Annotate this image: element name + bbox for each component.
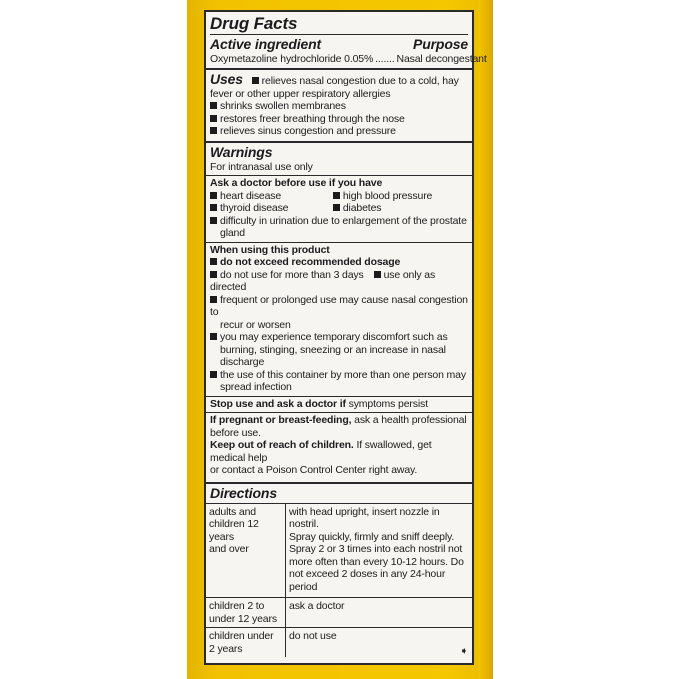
dot-leader: ....... [375,53,395,65]
uses-section [206,70,472,143]
what-text: ask a doctor [289,600,345,612]
who-text: 2 years [209,642,243,655]
when-using-heading: When using this product [210,243,330,256]
when-using-text: do not exceed recommended dosage [220,256,401,268]
when-using-text: do not use for more than 3 days [220,268,364,281]
active-ingredient-heading: Active ingredient [210,36,322,52]
pregnant-line [210,414,468,427]
when-using-text-cont: spread infection [220,381,292,393]
when-using-item [210,369,468,382]
directions-heading: Directions [210,484,277,501]
directions-who [206,628,286,658]
condition-item [333,190,468,203]
warnings-section [206,143,472,484]
bullet-icon [210,204,217,211]
ask-doctor-heading: Ask a doctor before use if you have [210,177,383,189]
who-text: children under [209,630,274,642]
directions-what [286,628,473,658]
condition-text: high blood pressure [342,189,433,202]
table-row [206,628,472,658]
uses-heading: Uses [210,70,243,87]
bullet-icon [333,192,340,199]
condition-text-cont: gland [220,227,245,239]
bullet-icon [210,217,217,224]
condition-text: difficulty in urination due to enlargement of the prostate [220,214,467,227]
condition-text: diabetes [342,202,382,214]
bullet-icon [210,271,217,278]
directions-who [206,598,286,628]
bullet-icon [252,77,259,84]
directions-section [206,484,472,658]
when-using-item [210,331,468,344]
stop-use-line [210,398,468,411]
warnings-heading: Warnings [210,143,273,160]
ingredient-purpose: Nasal decongestant [396,53,487,65]
uses-item-row [210,113,468,126]
continue-arrow-icon: ➧ [459,645,468,657]
divider [206,412,472,413]
who-text: children 12 years [209,518,259,543]
when-using-text: the use of this container by more than one person may [220,368,466,381]
who-text: adults and [209,505,256,518]
table-row [206,598,472,628]
keep-out-bold: Keep out of reach of children. [210,439,354,451]
when-using-text-cont: burning, stinging, sneezing or an increase in nasal [220,343,446,356]
when-using-text-cont: recur or worsen [220,318,291,331]
directions-what [286,598,473,628]
stop-use-text: symptoms persist [345,397,428,410]
uses-item: shrinks swollen membranes [220,100,346,112]
uses-item: fever or other upper respiratory allergies [210,87,391,100]
condition-text: heart disease [220,189,282,202]
intranasal-note: For intranasal use only [210,160,313,173]
keep-out-text: If swallowed, get medical help [210,439,432,464]
keep-out-line-cont: or contact a Poison Control Center right away. [210,464,418,476]
condition-text: thyroid disease [220,202,289,214]
condition-item [210,202,333,215]
when-using-text: frequent or prolonged use may cause nasal congestion to [210,293,468,318]
bullet-icon [333,204,340,211]
what-text: with head upright, insert nozzle in nostril. [289,505,440,530]
pregnant-bold: If pregnant or breast-feeding, [210,414,352,426]
what-text: Spray quickly, firmly and sniff deeply. [289,530,455,543]
divider [206,242,472,243]
bullet-icon [210,115,217,122]
when-using-text: use only as directed [210,268,436,293]
condition-item [210,215,468,228]
bullet-icon [210,371,217,378]
conditions-col [333,190,468,215]
what-text: Spray 2 or 3 times into each nostril not [289,543,463,555]
bullet-icon [210,296,217,303]
stop-use-bold: Stop use and ask a doctor if [210,397,346,410]
condition-item [210,190,333,203]
uses-item-row [210,125,468,138]
what-text: more often than every 10-12 hours. Do [289,555,464,568]
bullet-icon [210,127,217,134]
conditions-col [210,190,333,215]
active-ingredient-header [210,34,468,53]
purpose-heading: Purpose [413,36,468,52]
when-using-item [210,294,468,319]
bullet-icon [210,192,217,199]
ingredient-name: Oxymetazoline hydrochloride 0.05% [210,53,374,65]
what-text: do not use [289,630,337,642]
who-text: under 12 years [209,612,277,625]
carton-edge [478,0,493,679]
uses-item-row [210,100,468,113]
when-using-item [210,256,468,269]
pregnant-text: ask a health professional [351,414,467,426]
divider [206,396,472,397]
header-section [206,12,487,70]
uses-item: relieves nasal congestion due to a cold, hay [261,74,459,87]
directions-who [206,503,286,598]
who-text: children 2 to [209,600,265,612]
keep-out-line [210,439,468,464]
what-text: not exceed 2 doses in any 24-hour period [289,568,446,593]
conditions-grid [210,190,468,215]
divider [206,175,472,176]
drug-facts-panel [204,10,487,665]
bullet-icon [374,271,381,278]
bullet-icon [210,102,217,109]
who-text: and over [209,543,249,555]
uses-item: relieves sinus congestion and pressure [220,125,396,137]
when-using-item [210,269,468,294]
condition-item [333,202,468,215]
active-ingredient-row [210,53,487,66]
uses-item: restores freer breathing through the nose [220,112,405,125]
bullet-icon [210,258,217,265]
drug-facts-title: Drug Facts [210,14,298,33]
when-using-text: you may experience temporary discomfort such as [220,331,448,343]
table-row [206,503,472,598]
directions-table [206,503,472,658]
when-using-text-cont: discharge [220,356,265,368]
directions-what [286,503,473,598]
pregnant-line-cont: before use. [210,426,261,439]
uses-line-1 [210,71,468,88]
bullet-icon [210,333,217,340]
